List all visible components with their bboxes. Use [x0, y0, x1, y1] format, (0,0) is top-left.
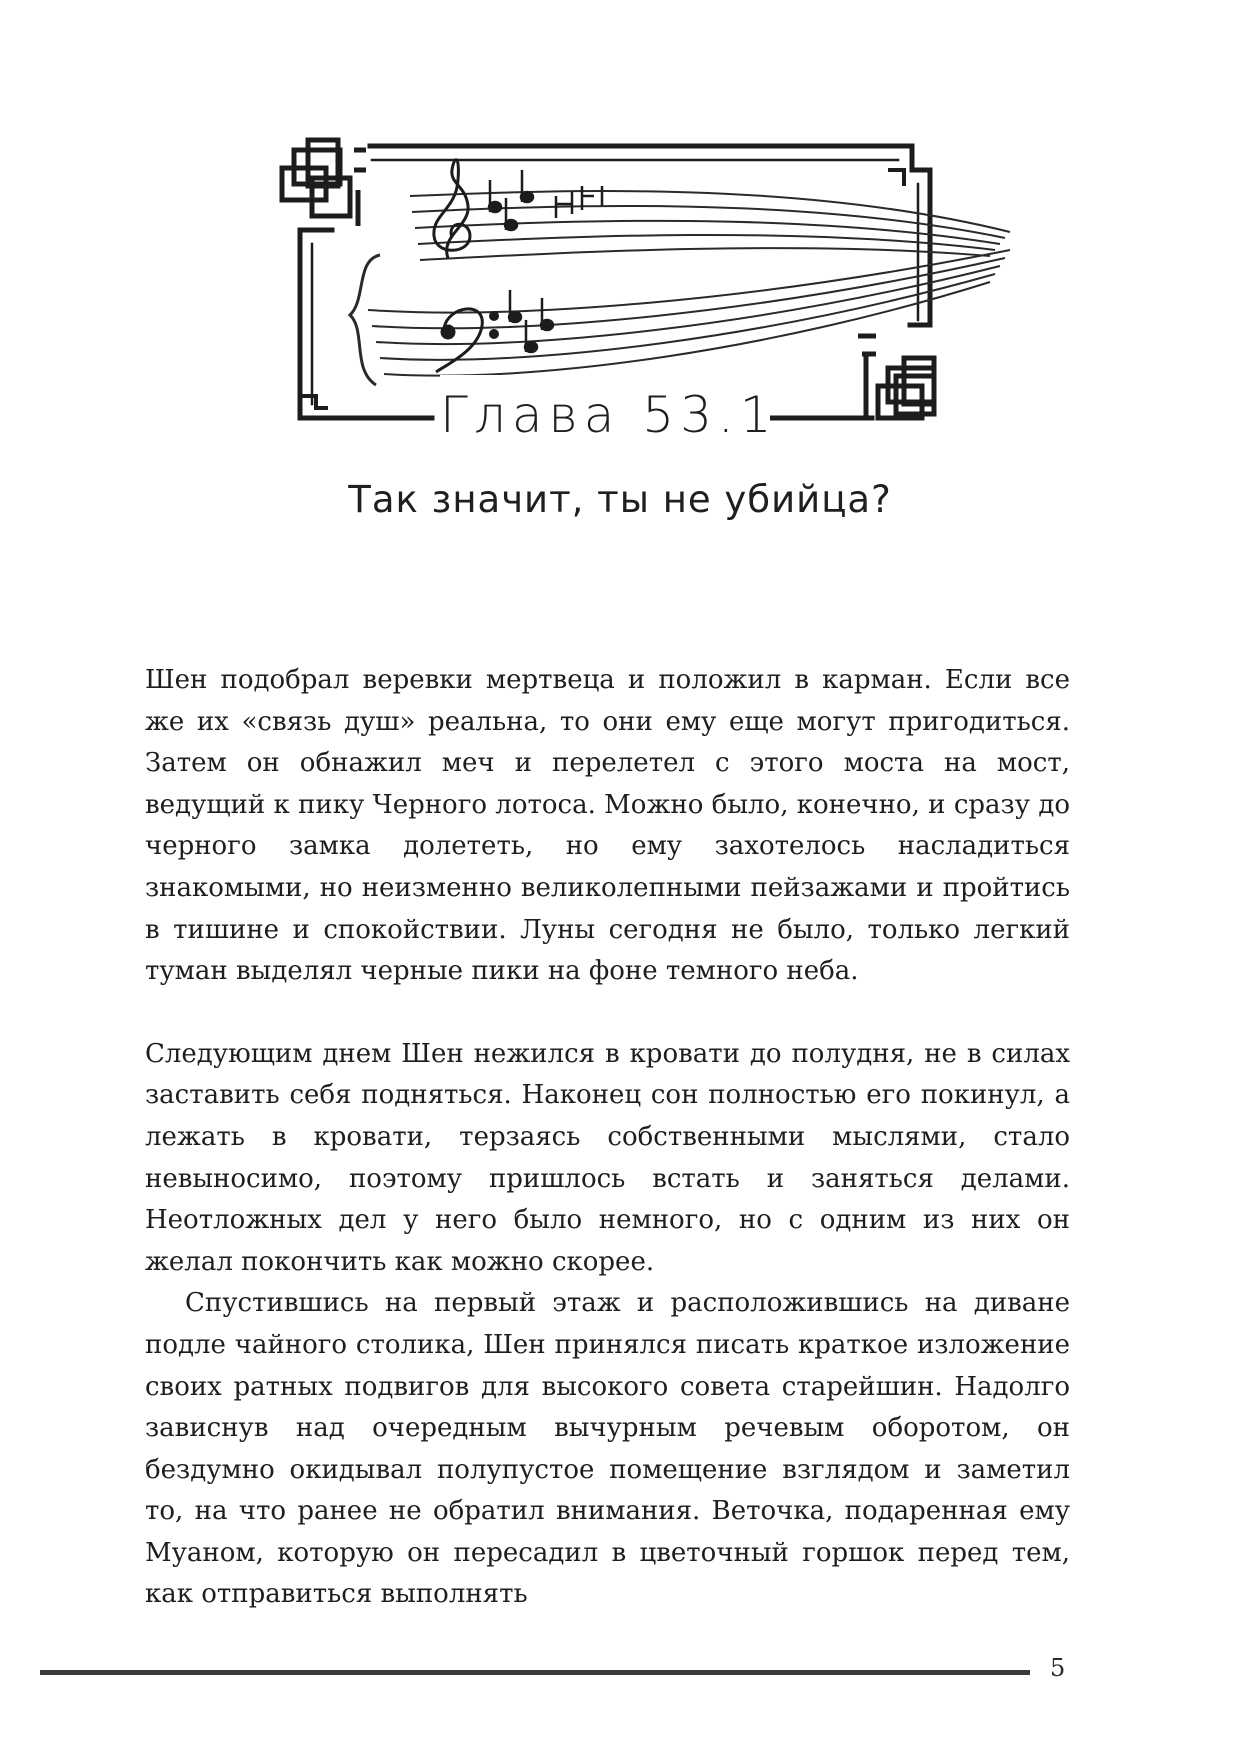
top-left-knot-ornament	[282, 140, 366, 226]
paragraph-2: Следующим днем Шен нежился в кровати до полудня, не в силах заставить себя подняться. Наконец сон полностью его покинул, а лежать в кровати, терзаясь собственными мыслями, стало невыносимо, поэтому пришлось встать и заняться делами. Неотложных дел у него было немного, но с одним из них он желал покончить как можно скорее.	[145, 1038, 1070, 1277]
paragraph-1: Шен подобрал веревки мертвеца и положил в карман. Если все же их «связь душ» реальна, то они ему еще могут пригодиться. Затем он обнажил меч и перелетел с этого моста на мост, ведущий к пику Черного лотоса. Можно было, конечно, и сразу до черного замка долететь, но ему захотелось насладиться знакомыми, но неизменно великолепными пейзажами и пройтись в тишине и спокойствии. Луны сегодня не было, только легкий туман выделял черные пики на фоне темного неба.	[145, 665, 1070, 987]
body-text	[145, 660, 1070, 1616]
chapter-subtitle: Так значит, ты не убийца?	[348, 478, 892, 521]
chapter-header	[0, 0, 1240, 560]
chapter-title: Глава 53.1	[440, 375, 770, 455]
bass-clef-icon	[436, 309, 498, 372]
footer-rule	[40, 1670, 1030, 1675]
page-number: 5	[1050, 1654, 1066, 1682]
bottom-right-knot-ornament	[858, 336, 934, 418]
paragraph-3: Спустившись на первый этаж и расположившись на диване подле чайного столика, Шен принялся писать краткое изложение своих ратных подвигов для высокого совета старейшин. Надолго зависнув над очередным вычурным речевым оборотом, он бездумно окидывал полупустое помещение взглядом и заметил то, на что ранее не обратил внимания. Веточка, подаренная ему Муаном, которую он пересадил в цветочный горшок перед тем, как отправиться выполнять	[145, 1288, 1070, 1610]
